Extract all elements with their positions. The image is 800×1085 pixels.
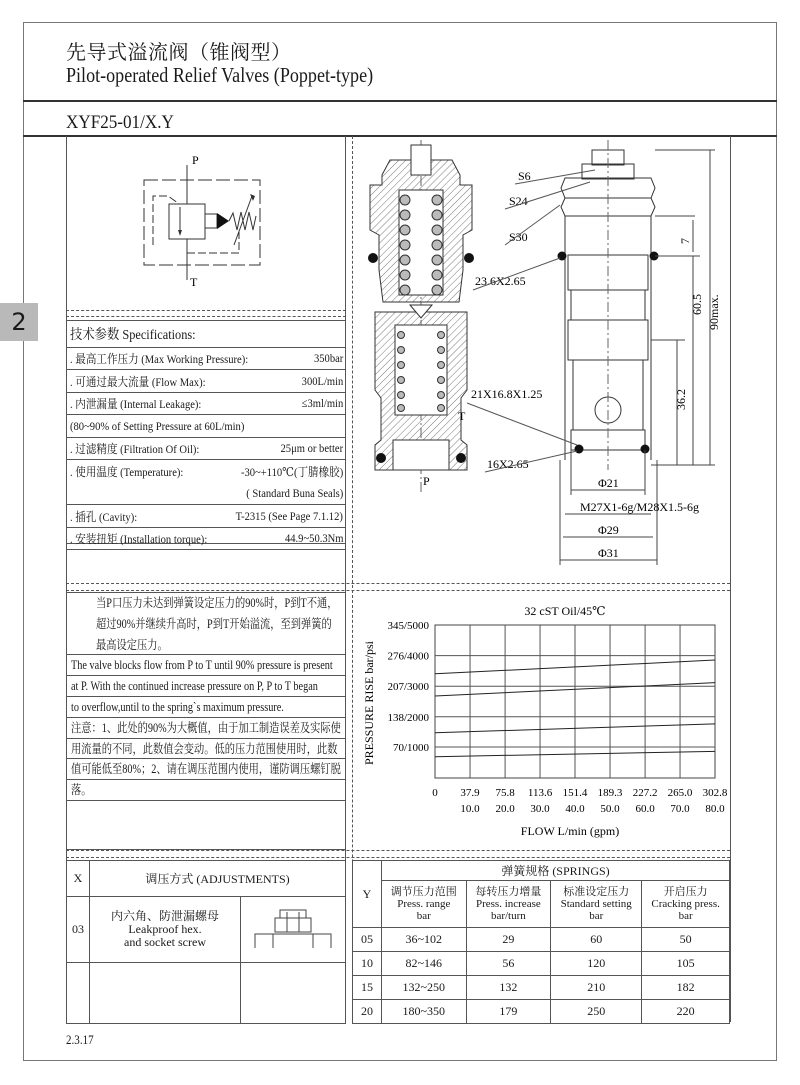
spec-label: . 过滤精度 (Filtration Of Oil): xyxy=(70,442,200,456)
separator xyxy=(66,590,730,591)
spec-row xyxy=(66,461,346,483)
pressure-flow-chart xyxy=(355,595,727,845)
right-panel-right-border xyxy=(730,136,731,1022)
dim-phi31: Φ31 xyxy=(598,546,619,560)
description-line xyxy=(66,718,346,739)
spec-row xyxy=(66,393,346,415)
adjust-arrow xyxy=(234,196,252,245)
separator xyxy=(66,316,346,317)
spec-value: 300L/min xyxy=(301,373,343,388)
label-s30: S30 xyxy=(509,230,528,244)
spec-value: ( Standard Buna Seals) xyxy=(245,486,343,500)
spring-row xyxy=(353,976,730,1000)
springs-header-cn: 每转压力增量 xyxy=(475,886,542,898)
x-tick-label-gpm: 10.0 xyxy=(460,803,480,815)
spring-cell-y: 10 xyxy=(353,952,382,976)
spring-cell-std: 120 xyxy=(551,952,642,976)
outline-view xyxy=(561,140,655,470)
x-tick-label-gpm: 70.0 xyxy=(670,803,690,815)
description-line xyxy=(66,593,346,614)
dim-36-2: 36.2 xyxy=(674,389,688,410)
x-tick-label: 302.8 xyxy=(702,787,727,799)
springs-header-cn: 标准设定压力 xyxy=(563,886,630,898)
spec-label: . 插孔 (Cavity): xyxy=(70,509,138,524)
separator xyxy=(66,310,346,311)
spec-label: . 最高工作压力 (Max Working Pressure): xyxy=(70,352,249,366)
dim-60-5: 60.5 xyxy=(690,294,704,315)
description-line xyxy=(66,739,346,760)
springs-header-en: Press. range xyxy=(397,898,451,910)
section-port-p: P xyxy=(423,474,430,488)
dim-90max: 90max. xyxy=(707,294,721,330)
page-number: 2.3.17 xyxy=(66,1032,94,1047)
leader-lines xyxy=(467,170,595,472)
specifications-title: 技术参数 Specifications: xyxy=(70,327,196,343)
adjustment-desc-cn: 内六角、防泄漏螺母 xyxy=(110,909,219,923)
dim-7: 7 xyxy=(678,238,692,244)
spring-cell-std: 210 xyxy=(551,976,642,1000)
description-text: 注意：1、此处的90%为大概值，由于加工制造误差及实际使 xyxy=(71,720,341,735)
x-tick-label-gpm: 50.0 xyxy=(600,803,620,815)
dim-phi29: Φ29 xyxy=(598,523,619,537)
description-line xyxy=(66,676,346,697)
spec-label: . 可通过最大流量 (Flow Max): xyxy=(70,374,206,389)
x-tick-label: 113.6 xyxy=(527,787,553,799)
description-line xyxy=(66,655,346,676)
x-tick-label: 265.0 xyxy=(667,787,693,799)
inlet-port xyxy=(393,440,449,470)
adjust-screw xyxy=(411,145,431,175)
dim-thread: M27X1-6g/M28X1.5-6g xyxy=(580,500,699,514)
spring-cell-crack: 50 xyxy=(642,928,730,952)
springs-header-unit: bar/turn xyxy=(490,910,526,922)
description-line xyxy=(66,759,346,780)
springs-header xyxy=(551,881,642,928)
section-tab: 2 xyxy=(0,303,38,341)
dim-phi21: Φ21 xyxy=(598,476,619,490)
y-tick-label: 138/2000 xyxy=(387,711,429,724)
description-line xyxy=(66,614,346,635)
springs-header-unit: bar xyxy=(589,910,604,922)
adjustments-col-x: X xyxy=(67,861,90,897)
label-s6: S6 xyxy=(518,169,531,183)
spring-cell-std: 250 xyxy=(551,1000,642,1024)
spring-row xyxy=(353,928,730,952)
y-tick-label: 70/1000 xyxy=(392,741,429,754)
springs-header-cn: 开启压力 xyxy=(663,886,708,898)
description-text: 用流量的不同，此数值会变动。低的压力范围使用时，此数 xyxy=(71,741,338,756)
springs-header-en: Press. increase xyxy=(475,898,541,910)
cross-section-drawing xyxy=(355,140,727,580)
springs-header-en: Cracking press. xyxy=(651,898,720,910)
hex-screw-icon xyxy=(253,908,333,948)
spec-row xyxy=(66,528,346,550)
spring-cell-inc: 56 xyxy=(466,952,551,976)
chart-title: 32 cST Oil/45℃ xyxy=(524,604,606,618)
spring-cell-range: 132~250 xyxy=(382,976,467,1000)
spec-value: 44.9~50.3Nm xyxy=(284,531,343,545)
label-s24: S24 xyxy=(509,194,528,208)
x-tick-label-gpm: 40.0 xyxy=(565,803,585,815)
actuator-triangle xyxy=(217,213,229,229)
x-tick-label: 189.3 xyxy=(597,787,623,799)
x-tick-label: 151.4 xyxy=(562,787,588,799)
spring-cell-range: 36~102 xyxy=(382,928,467,952)
spring-cell-y: 20 xyxy=(353,1000,382,1024)
title-cn: 先导式溢流阀（锥阀型） xyxy=(66,42,292,64)
springs-header xyxy=(466,881,551,928)
spec-label: . 内泄漏量 (Internal Leakage): xyxy=(70,397,202,411)
x-tick-label: 227.2 xyxy=(632,787,658,799)
chart-x-label: FLOW L/min (gpm) xyxy=(520,824,620,838)
springs-header-unit: bar xyxy=(416,910,431,922)
spec-value: 25μm or better xyxy=(280,441,343,455)
spring-cell-range: 82~146 xyxy=(382,952,467,976)
spring-cell-crack: 105 xyxy=(642,952,730,976)
x-tick-label-gpm: 80.0 xyxy=(705,803,725,815)
spec-row xyxy=(66,483,346,505)
springs-header-cn: 调节压力范围 xyxy=(390,886,457,898)
spec-row xyxy=(66,371,346,393)
springs-col-y: Y xyxy=(353,861,382,928)
spec-value: T-2315 (See Page 7.1.12) xyxy=(235,508,343,523)
spring-row xyxy=(353,1000,730,1024)
spring-cell-inc: 179 xyxy=(466,1000,551,1024)
spec-value: -30~+110℃(丁腈橡胶) xyxy=(240,465,343,479)
chart-y-label: PRESSURE RISE bar/psi xyxy=(362,640,376,766)
spec-label: . 使用温度 (Temperature): xyxy=(70,465,184,479)
adjustments-col-title: 调压方式 (ADJUSTMENTS) xyxy=(90,861,346,897)
specifications-heading xyxy=(66,320,346,348)
spec-label: (80~90% of Setting Pressure at 60L/min) xyxy=(70,418,245,433)
x-tick-label-gpm: 60.0 xyxy=(635,803,655,815)
spec-row xyxy=(66,506,346,528)
pilot-stem xyxy=(205,214,217,228)
description-text: to overflow,until to the spring`s maximum pressure. xyxy=(71,700,284,714)
description-text: The valve blocks flow from P to T until 90% pressure is present xyxy=(71,658,333,673)
label-oring-236: 23.6X2.65 xyxy=(475,274,526,288)
description-text: at P. With the continued increase pressure on P, P to T began xyxy=(71,679,318,694)
spec-label: . 安装扭矩 (Installation torque): xyxy=(70,532,208,546)
separator xyxy=(66,857,730,858)
y-tick-label: 207/3000 xyxy=(387,681,429,694)
spring-cell-std: 60 xyxy=(551,928,642,952)
valve-box xyxy=(169,204,205,239)
spec-row xyxy=(66,416,346,438)
spec-value: 350bar xyxy=(313,351,343,365)
port-t-label: T xyxy=(190,275,198,289)
adjustments-table xyxy=(66,860,346,1024)
spring-row xyxy=(353,952,730,976)
description-text: 值可能低至80%；2、请在调压范围内使用，谨防调压螺钉脱 xyxy=(71,762,341,777)
model-number: XYF25-01/X.Y xyxy=(66,112,174,133)
spring-cell-range: 180~350 xyxy=(382,1000,467,1024)
spec-row xyxy=(66,438,346,460)
label-backup-ring: 21X16.8X1.25 xyxy=(471,387,543,401)
section-port-t: T xyxy=(458,409,466,423)
header-divider xyxy=(23,100,777,102)
port-p-label: P xyxy=(192,153,199,167)
spring-cell-inc: 132 xyxy=(466,976,551,1000)
spring-cell-inc: 29 xyxy=(466,928,551,952)
y-tick-label: 345/5000 xyxy=(387,620,429,632)
separator xyxy=(66,583,730,584)
adjustment-row xyxy=(67,897,346,963)
spring-cell-crack: 182 xyxy=(642,976,730,1000)
description-line xyxy=(66,780,346,801)
title-en: Pilot-operated Relief Valves (Poppet-type) xyxy=(66,63,374,87)
model-divider xyxy=(23,135,777,137)
spec-value: ≤3ml/min xyxy=(301,396,343,410)
springs-header-en: Standard setting xyxy=(560,898,632,910)
description-line xyxy=(66,697,346,718)
springs-table xyxy=(352,860,730,1024)
spring-cell-y: 05 xyxy=(353,928,382,952)
spring-cell-y: 15 xyxy=(353,976,382,1000)
description-text: 当P口压力未达到弹簧设定压力的90%时，P到T不通， xyxy=(96,596,338,610)
x-tick-label: 37.9 xyxy=(460,787,480,799)
y-tick-label: 276/4000 xyxy=(387,650,429,663)
separator xyxy=(66,850,730,851)
springs-header xyxy=(382,881,467,928)
adjustment-desc-en2: and socket screw xyxy=(124,935,206,949)
x-tick-label: 75.8 xyxy=(495,787,515,799)
springs-header-unit: bar xyxy=(678,910,693,922)
description-text: 超过90%并继续升高时，P到T开始溢流，至到弹簧的 xyxy=(96,616,332,631)
description-line xyxy=(66,635,346,656)
springs-header xyxy=(642,881,730,928)
spec-row xyxy=(66,348,346,370)
springs-title: 弹簧规格 (SPRINGS) xyxy=(382,861,730,881)
adjustment-code: 03 xyxy=(67,897,90,963)
spring-cell-crack: 220 xyxy=(642,1000,730,1024)
description-text: 落。 xyxy=(71,783,92,798)
adjustment-desc-en1: Leakproof hex. xyxy=(128,922,202,936)
x-tick-label-gpm: 20.0 xyxy=(495,803,515,815)
x-tick-label-gpm: 30.0 xyxy=(530,803,550,815)
hydraulic-symbol xyxy=(140,150,270,290)
description-text: 最高设定压力。 xyxy=(96,637,168,652)
x-tick-label: 0 xyxy=(432,787,438,799)
label-oring-16: 16X2.65 xyxy=(487,457,529,471)
